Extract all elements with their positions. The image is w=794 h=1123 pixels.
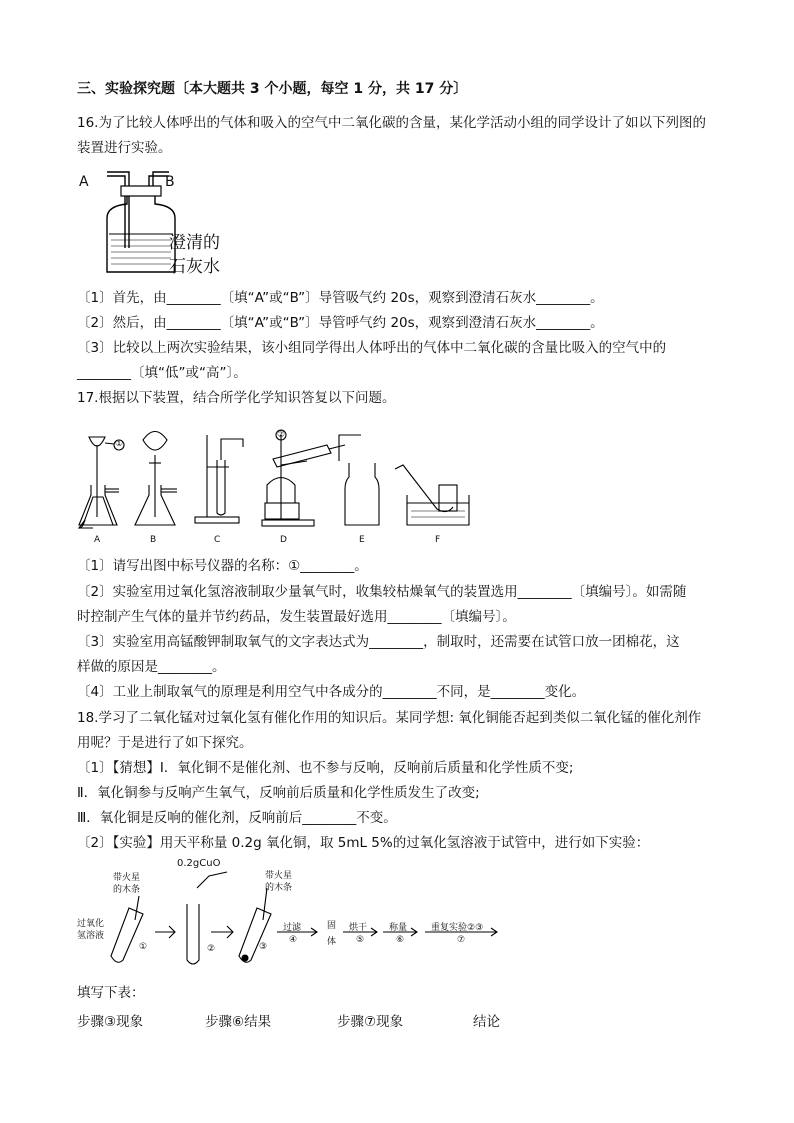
q16-item-1: 〔1〕首先，由________〔填“A”或“B”〕导管吸气约 20s，观察到澄清石灰水________。 [77,290,604,306]
step-7-text: 重复实验②③ [431,923,484,933]
table-header-step-3: 步骤③现象 [77,1014,144,1030]
step-2-marker: ② [207,944,216,954]
q18-experiment-figure [77,858,517,973]
q17-item-2a: 〔2〕实验室用过氧化氢溶液制取少量氧气时，收集较枯燥氧气的装置选用________〔填编号〕。如需随 [77,584,687,600]
q18-experiment: 〔2〕【实验】用天平称量 0.2g 氧化铜，取 5mL 5%的过氧化氢溶液于试管中，进行如下实验： [77,835,650,851]
gas-washing-bottle-diagram [77,168,247,280]
apparatus-f-label: F [435,535,441,545]
catalyst-experiment-diagram [77,858,517,973]
q18-guess-3: Ⅲ．氧化铜是反响的催化剂，反响前后________不变。 [77,810,397,826]
splint-label-1b: 的木条 [113,885,141,895]
solution-label-a: 过氧化 [77,919,105,929]
marker-1: ① [115,439,124,449]
q16-item-2: 〔2〕然后，由________〔填“A”或“B”〕导管呼气约 20s，观察到澄清石灰水________。 [77,315,604,331]
step-6-text: 称量 [389,923,408,933]
apparatus-e-label: E [359,535,365,545]
q16-item-3a: 〔3〕比较以上两次实验结果，该小组同学得出人体呼出的气体中二氧化碳的含量比吸入的空气中的 [77,340,667,356]
apparatus-c-label: C [214,535,221,545]
q17-item-2b: 时控制产生气体的量并节约药品，发生装置最好选用________〔填编号〕。 [77,609,516,625]
apparatus-b-label: B [150,535,157,545]
lab-apparatus-diagram [77,425,477,550]
q17-item-1: 〔1〕请写出图中标号仪器的名称：①________。 [77,558,368,574]
step-4-text: 过滤 [283,923,302,933]
splint-label-2a: 带火星 [265,871,293,881]
section-title: 三、实验探究题〔本大题共 3 个小题，每空 1 分，共 17 分〕 [77,81,468,97]
step-5-marker: ⑤ [356,935,365,945]
limewater-label-1: 澄清的 [169,233,220,253]
step-1-marker: ① [139,942,148,952]
solid-label-b: 体 [327,937,337,947]
q17-item-3a: 〔3〕实验室用高锰酸钾制取氧气的文字表达式为________，制取时，还需要在试管口放一团棉花，这 [77,634,680,650]
q18-guess-1: 〔1〕【猜想】Ⅰ．氧化铜不是催化剂、也不参与反响，反响前后质量和化学性质不变; [77,760,574,776]
q16-item-3b: ________〔填“低”或“高”〕。 [77,365,247,381]
table-header-step-6: 步骤⑥结果 [205,1014,272,1030]
tube-b-label: B [165,174,175,190]
solution-label-b: 氢溶液 [77,931,105,941]
fill-table-prompt: 填写下表： [77,985,145,1001]
q18-stem-2: 用呢？于是进行了如下探究。 [77,735,253,751]
step-7-marker: ⑦ [457,935,466,945]
q18-guess-2: Ⅱ．氧化铜参与反响产生氧气，反响前后质量和化学性质发生了改变; [77,785,480,801]
solid-label-a: 固 [327,921,337,931]
table-header-step-7: 步骤⑦现象 [337,1014,404,1030]
marker-2: ② [277,430,286,440]
step-6-marker: ⑥ [396,935,405,945]
q17-item-3b: 样做的原因是________。 [77,659,226,675]
apparatus-d-label: D [280,535,287,545]
q17-item-4: 〔4〕工业上制取氧气的原理是利用空气中各成分的________不同，是________变化。 [77,684,586,700]
q18-stem-1: 18.学习了二氧化锰对过氧化氢有催化作用的知识后。某同学想: 氧化铜能否起到类似二氧化锰的催化剂作 [77,710,702,726]
step-5-text: 烘干 [349,923,368,933]
splint-label-2b: 的木条 [265,883,293,893]
splint-label-1a: 带火星 [113,873,141,883]
step-3-marker: ③ [259,942,268,952]
tube-a-label: A [79,174,89,190]
q17-apparatus-figure [77,425,477,550]
limewater-label-2: 石灰水 [169,257,220,277]
q16-stem-line-1: 16.为了比较人体呼出的气体和吸入的空气中二氧化碳的含量，某化学活动小组的同学设计了如以下列图的 [77,115,706,131]
q16-apparatus-figure [77,168,247,280]
table-header-conclusion: 结论 [473,1014,500,1030]
cuo-label: 0.2gCuO [177,858,221,869]
q16-stem-line-2: 装置进行实验。 [77,140,172,156]
apparatus-a-label: A [94,535,101,545]
step-4-marker: ④ [289,935,298,945]
q17-stem: 17.根据以下装置，结合所学化学知识答复以下问题。 [77,390,396,406]
